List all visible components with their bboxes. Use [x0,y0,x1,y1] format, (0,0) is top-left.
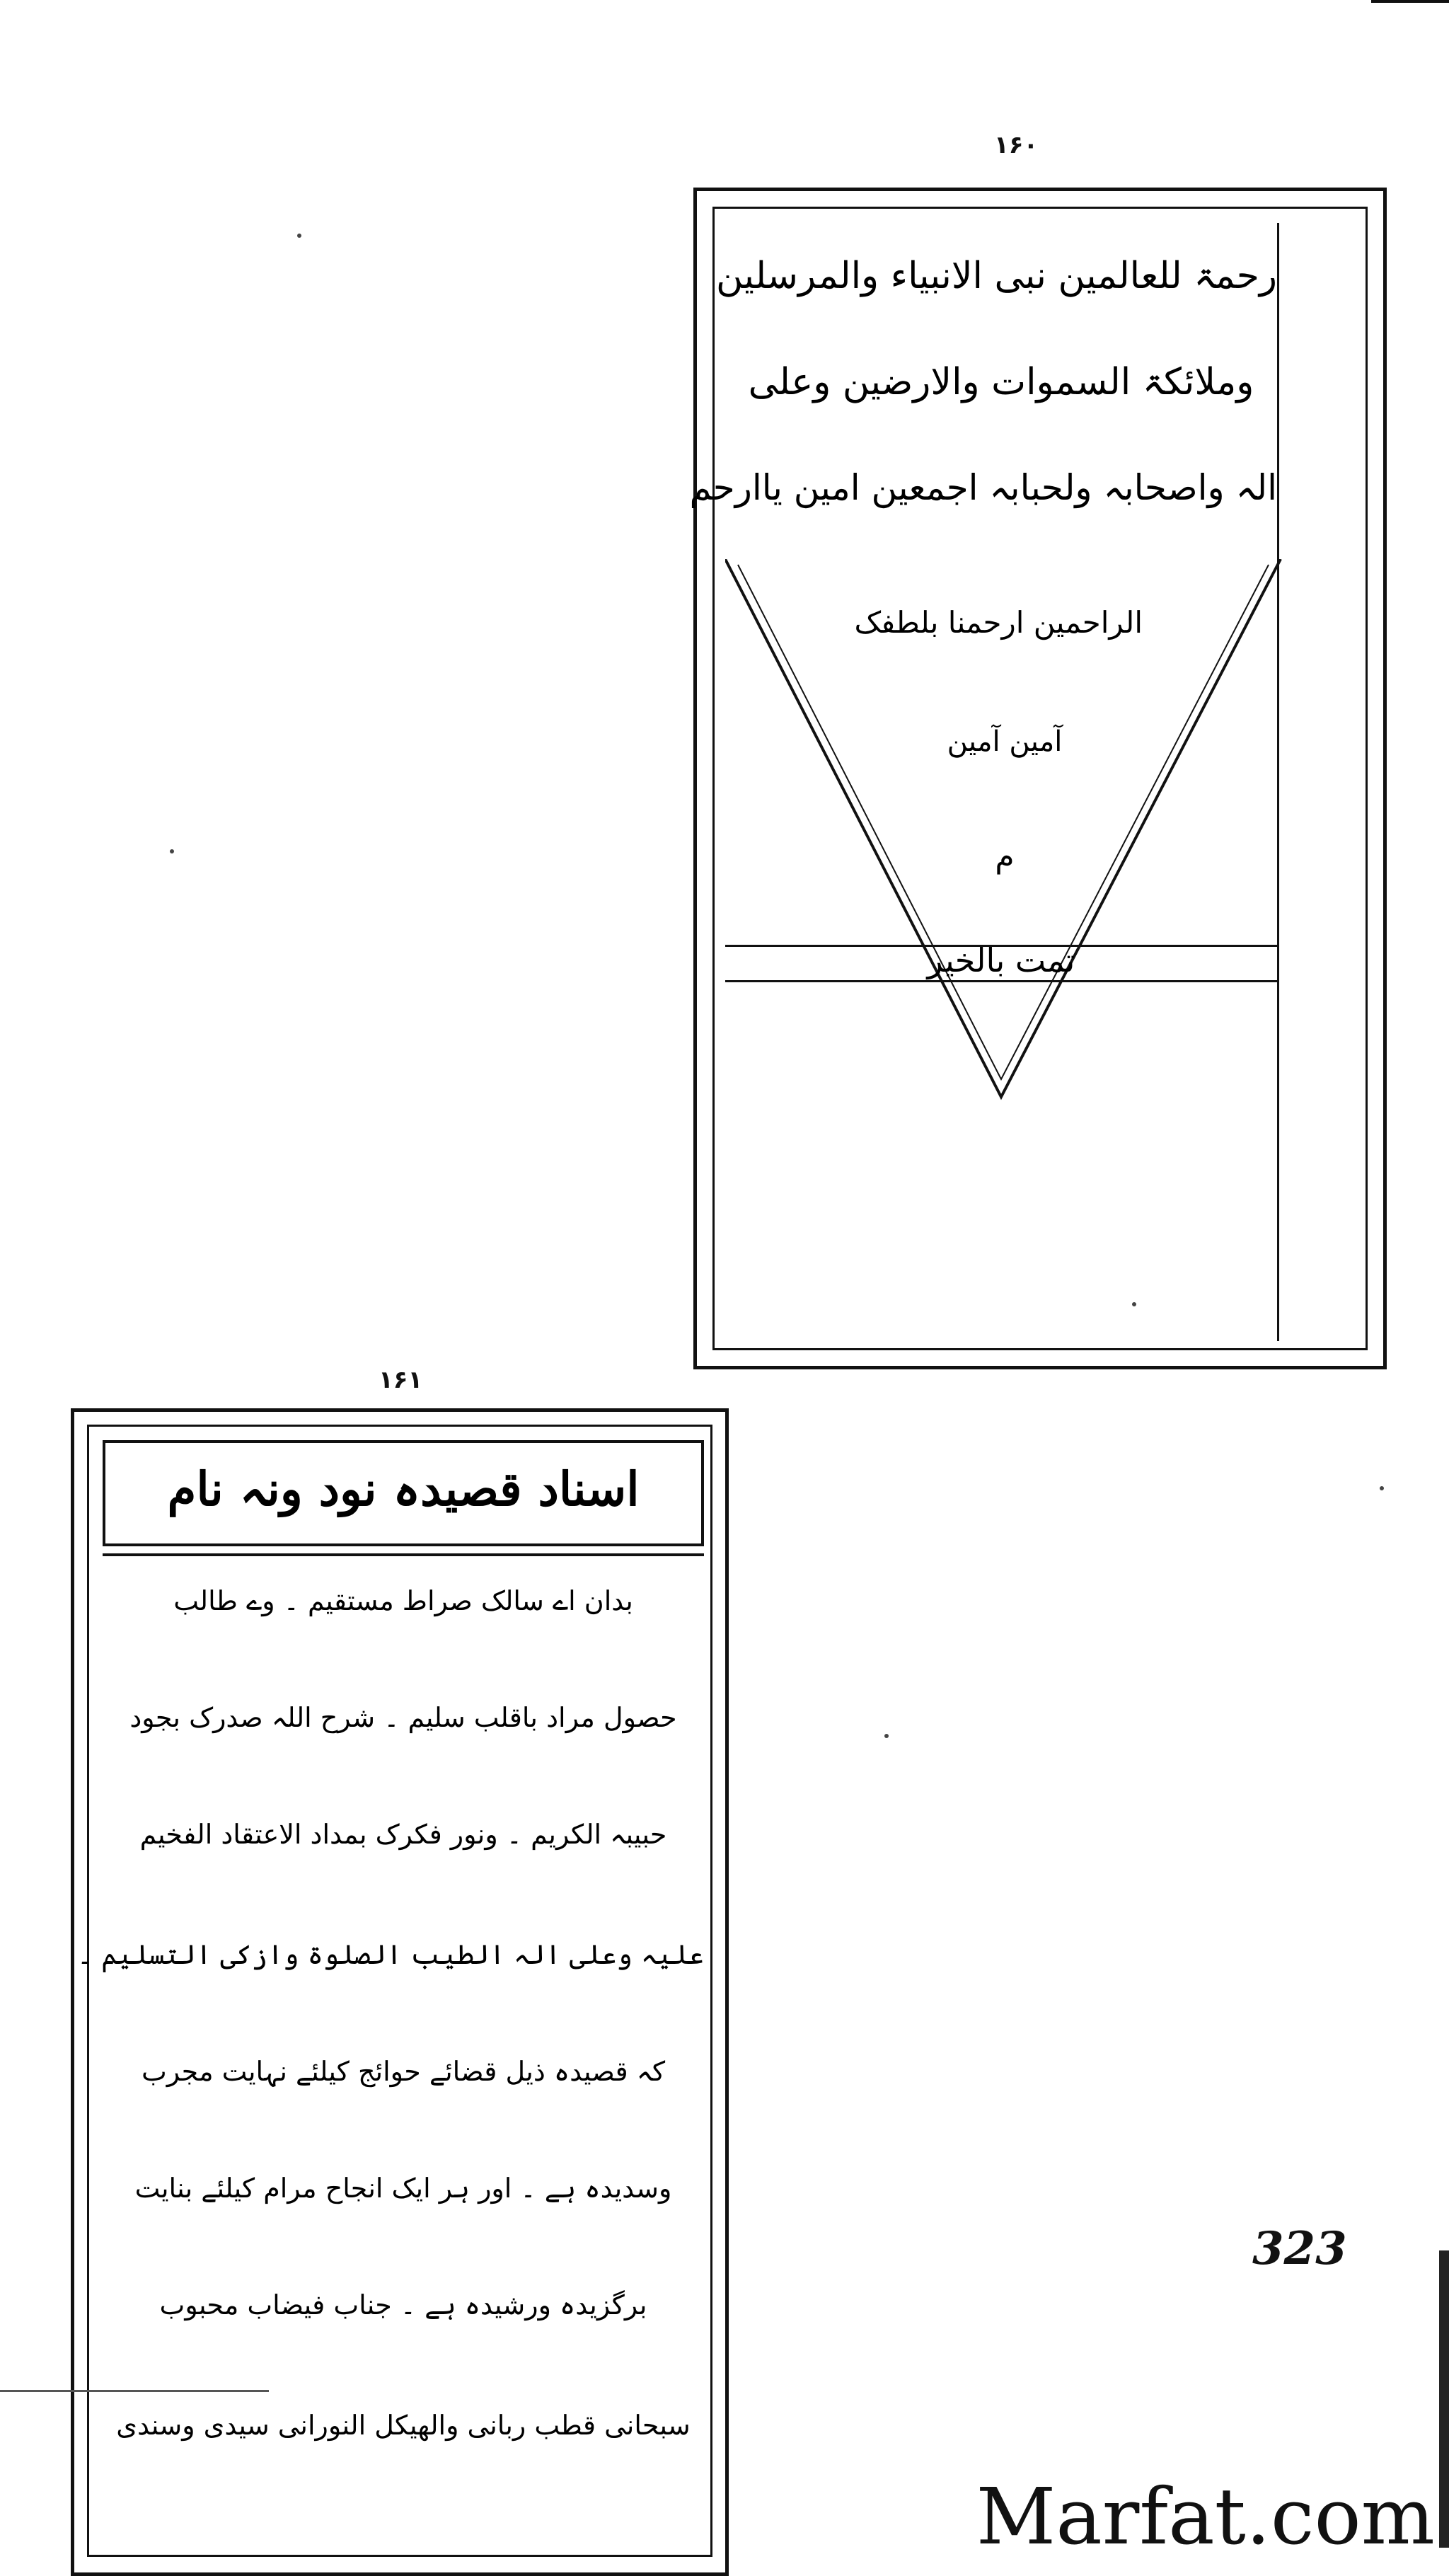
speck [884,1734,889,1738]
speck [297,234,301,238]
bottom-text-line-5: کہ قصیدہ ذیل قضائے حوائج کیلئے نہایت مجرب [141,2056,666,2087]
bottom-text-line-7: برگزیدہ ورشیدہ ہے ۔ جناب فیضاب محبوب [159,2289,647,2321]
bottom-left-rule [0,2390,269,2392]
title-separator [103,1553,704,1556]
bottom-title: اسناد قصیدہ نود ونہ نام [167,1461,640,1517]
bottom-text-line-1: بدان اے سالک صراط مستقیم ۔ وے طالب [173,1585,633,1616]
speck [170,849,174,853]
bottom-text-line-8: سبحانی قطب ربانی والھیکل النورانی سیدی وسندی [116,2410,691,2441]
bottom-text-line-2: حصول مراد باقلب سلیم ۔ شرح اللہ صدرک بجود [129,1702,677,1733]
footer-page-number: 323 [1252,2222,1347,2275]
scan-edge-shadow [1439,2250,1449,2548]
top-page-frame [689,188,1387,1369]
speck [1380,1486,1384,1490]
top-text-line-3: الہ واصحابہ ولحبابہ اجمعین امین یاارحم [689,467,1277,508]
triangle-line-3: م [995,839,1015,875]
bottom-text-line-6: وسدیدہ ہے ۔ اور ہر ایک انجاح مرام کیلئے بنایت [134,2173,672,2204]
bottom-page-number: ۱۶۱ [379,1366,423,1394]
triangle-line-1: الراحمین ارحمنا بلطفک [854,605,1143,640]
watermark: Marfat.com [976,2471,1435,2562]
bottom-page-frame [71,1408,729,2576]
top-edge-line [1371,0,1449,3]
speck [1132,1302,1136,1306]
triangle-line-2: آمین آمین [947,725,1063,758]
bottom-text-line-3: حبیبہ الکریم ۔ ونور فکرک بمداد الاعتقاد الفخیم [139,1819,667,1850]
top-page-number: ۱۶۰ [994,131,1039,159]
bottom-text-line-4: علیہ وعلی الہ الطیب الصلوۃ وازکی التسلیم ۔ [76,1939,704,1970]
bar-text: تمت بالخیر [927,941,1075,979]
top-text-line-2: وملائکۃ السموات والارضین وعلی [748,361,1254,403]
bar-rule-bottom [725,980,1277,982]
top-text-line-1: رحمۃ للعالمین نبی الانبیاء والمرسلین [715,255,1277,297]
